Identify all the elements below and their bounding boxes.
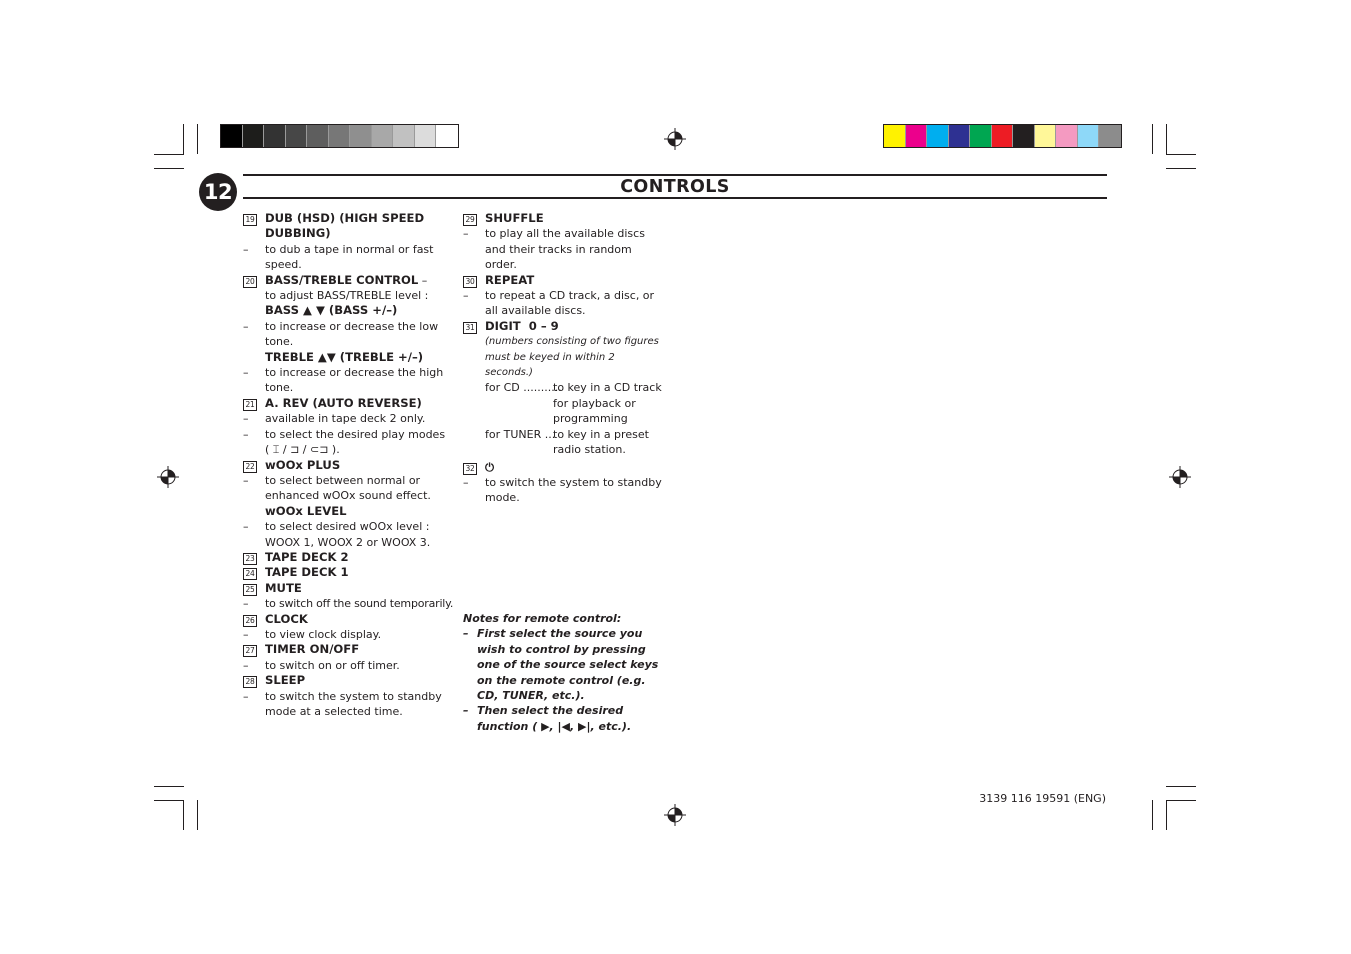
- registration-mark-icon: [664, 128, 686, 150]
- control-heading: TAPE DECK 1: [265, 565, 349, 580]
- note-line: – First select the source you wish to control by pressing one of the source select keys on the remote control (e.g. CD, TUNER, etc.).: [463, 627, 659, 703]
- control-item-31: [463, 319, 663, 334]
- color-swatch: [415, 125, 437, 147]
- control-heading: REPEAT: [485, 272, 535, 287]
- control-subheading: BASS ▲ ▼ (BASS +/–): [265, 303, 398, 318]
- item-number: 30: [463, 276, 477, 288]
- color-swatch: [949, 125, 971, 147]
- control-heading: wOOx PLUS: [265, 457, 341, 472]
- crop-mark: [1166, 154, 1196, 155]
- color-swatch: [264, 125, 286, 147]
- note-line: – Then select the desired function ( ▶, |◀, ▶|, etc.).: [463, 704, 632, 733]
- item-number: 20: [243, 276, 257, 288]
- crop-mark: [154, 800, 184, 801]
- digit-row-tuner: [463, 427, 663, 458]
- crop-mark: [1166, 786, 1196, 787]
- item-number: 26: [243, 615, 257, 627]
- control-item-19: [243, 211, 448, 242]
- item-number: 32: [463, 463, 477, 475]
- document-code: 3139 116 19591 (ENG): [979, 792, 1106, 805]
- control-item-25: [243, 581, 448, 596]
- control-item-20: 20 BASS/TREBLE CONTROL –: [243, 273, 448, 288]
- controls-column-right: [463, 211, 663, 506]
- control-heading: TAPE DECK 2: [265, 549, 349, 564]
- page-title: CONTROLS: [620, 177, 730, 197]
- page-number-badge: [199, 173, 237, 211]
- color-swatch: [307, 125, 329, 147]
- crop-mark: [154, 168, 184, 169]
- color-calibration-bar: [883, 124, 1122, 148]
- control-heading: SHUFFLE: [485, 211, 544, 225]
- color-swatch: [1035, 125, 1057, 147]
- remote-control-notes: [463, 611, 668, 734]
- description-text: to adjust BASS/TREBLE level :: [265, 289, 429, 303]
- power-icon: ⏻: [485, 459, 495, 474]
- color-swatch: [1099, 125, 1121, 147]
- control-item-23: [243, 550, 448, 565]
- description-line: – available in tape deck 2 only.: [243, 412, 426, 426]
- control-item-27: [243, 642, 448, 657]
- color-swatch: [1078, 125, 1100, 147]
- color-swatch: [436, 125, 458, 147]
- color-swatch: [970, 125, 992, 147]
- description-line: – to switch the system to standby mode at a selected time.: [243, 689, 442, 718]
- control-item-32: [463, 460, 663, 475]
- control-heading: A. REV (AUTO REVERSE): [265, 395, 422, 410]
- crop-mark: [1152, 124, 1153, 154]
- control-item-29: [463, 211, 663, 226]
- controls-column-left: [243, 211, 454, 719]
- crop-mark: [197, 800, 198, 830]
- control-item-22: [243, 458, 448, 473]
- grayscale-color-bar: [220, 124, 459, 148]
- description-line: – to repeat a CD track, a disc, or all available discs.: [463, 289, 655, 318]
- crop-mark: [183, 800, 184, 830]
- item-number: 21: [243, 399, 257, 411]
- item-number: 23: [243, 553, 257, 565]
- digit-row-cd: [463, 380, 663, 426]
- control-heading: DUB (HSD) (HIGH SPEED DUBBING): [265, 211, 425, 241]
- item-number: 29: [463, 214, 477, 226]
- control-item-30: [463, 273, 663, 288]
- page-number: 12: [203, 180, 233, 204]
- control-item-26: [243, 612, 448, 627]
- control-heading: SLEEP: [265, 673, 306, 688]
- color-swatch: [906, 125, 928, 147]
- control-item-28: [243, 673, 448, 688]
- registration-mark-icon: [664, 804, 686, 826]
- item-number: 19: [243, 214, 257, 226]
- description-line: – to view clock display.: [243, 627, 382, 641]
- crop-mark: [1166, 800, 1196, 801]
- row-value: to key in a CD track for playback or programming: [553, 381, 662, 426]
- color-swatch: [884, 125, 906, 147]
- control-subheading: TREBLE ▲▼ (TREBLE +/–): [265, 349, 424, 364]
- color-swatch: [927, 125, 949, 147]
- registration-mark-icon: [1169, 466, 1191, 488]
- row-label: for CD ...........: [485, 381, 562, 395]
- crop-mark: [154, 786, 184, 787]
- header-bottom-rule: [243, 197, 1107, 199]
- registration-mark-icon: [157, 466, 179, 488]
- description-line: – to select the desired play modes: [243, 427, 446, 441]
- description-line: – to select desired wOOx level : WOOX 1, WOOX 2 or WOOX 3.: [243, 520, 431, 549]
- color-swatch: [393, 125, 415, 147]
- digit-note: (numbers consisting of two figures must be keyed in within 2 seconds.): [485, 336, 659, 379]
- description-line: – to switch off the sound temporarily.: [243, 597, 454, 611]
- description-line: – to switch on or off timer.: [243, 658, 400, 672]
- color-swatch: [992, 125, 1014, 147]
- control-item-24: [243, 565, 448, 580]
- color-swatch: [329, 125, 351, 147]
- description-line: – to switch the system to standby mode.: [463, 475, 662, 505]
- header-top-rule: [243, 174, 1107, 176]
- row-value: to key in a preset radio station.: [553, 427, 649, 457]
- color-swatch: [221, 125, 243, 147]
- color-swatch: [1013, 125, 1035, 147]
- row-label: for TUNER ...: [485, 427, 556, 441]
- item-number: 24: [243, 568, 257, 580]
- notes-title: Notes for remote control:: [463, 612, 622, 625]
- crop-mark: [154, 154, 184, 155]
- item-number: 27: [243, 645, 257, 657]
- control-heading: BASS/TREBLE CONTROL: [265, 272, 419, 287]
- description-line: – to play all the available discs and their tracks in random order.: [463, 227, 645, 272]
- color-swatch: [243, 125, 265, 147]
- color-swatch: [286, 125, 308, 147]
- item-number: 22: [243, 461, 257, 473]
- crop-mark: [1152, 800, 1153, 830]
- description-line: – to increase or decrease the low tone.: [243, 319, 439, 349]
- description-line: – to increase or decrease the high tone.: [243, 366, 444, 395]
- play-mode-symbols: ( ⌶ / ⊐ / ⊂⊐ ).: [265, 443, 340, 457]
- item-number: 28: [243, 676, 257, 688]
- crop-mark: [1166, 168, 1196, 169]
- control-heading: TIMER ON/OFF: [265, 642, 360, 657]
- control-heading: DIGIT 0 – 9: [485, 318, 559, 333]
- crop-mark: [1166, 124, 1167, 154]
- color-swatch: [350, 125, 372, 147]
- control-subheading: wOOx LEVEL: [265, 503, 347, 518]
- control-item-21: [243, 396, 448, 411]
- color-swatch: [1056, 125, 1078, 147]
- description-line: – to select between normal or enhanced wOOx sound effect.: [243, 473, 431, 503]
- control-heading: MUTE: [265, 580, 302, 595]
- color-swatch: [372, 125, 394, 147]
- description-line: – to dub a tape in normal or fast speed.: [243, 242, 434, 272]
- crop-mark: [183, 124, 184, 154]
- item-number: 25: [243, 584, 257, 596]
- item-number: 31: [463, 322, 477, 334]
- crop-mark: [1166, 800, 1167, 830]
- crop-mark: [197, 124, 198, 154]
- control-heading: CLOCK: [265, 611, 308, 626]
